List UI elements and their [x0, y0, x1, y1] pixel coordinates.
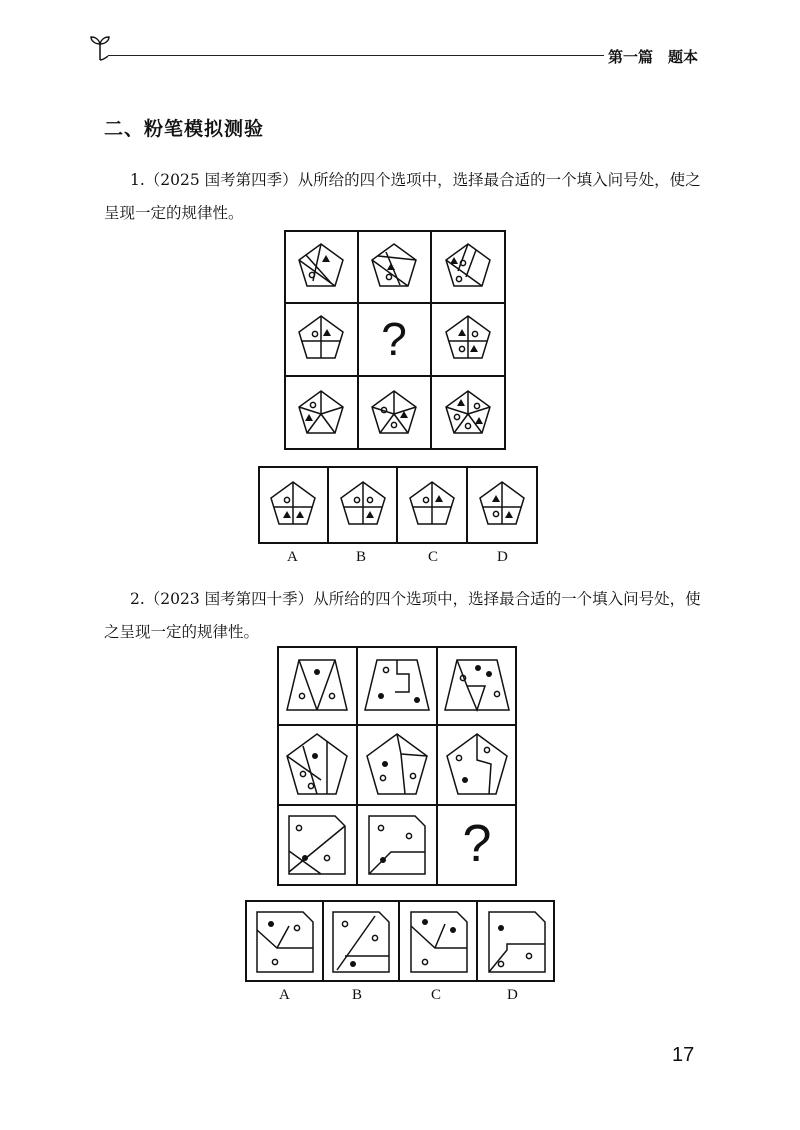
question-1-text: 1.（2025 国考第四季）从所给的四个选项中，选择最合适的一个填入问号处，使之呈现一定的规律性。: [104, 171, 701, 222]
q2-option-b-figure: [333, 912, 389, 972]
q1-cell-3-1: [299, 391, 343, 433]
question-2-options: [245, 900, 555, 982]
q2-cell-1-2: [365, 660, 429, 710]
q2-option-d-label[interactable]: D: [507, 987, 518, 1003]
q1-option-a-figure: [271, 482, 315, 524]
q2-cell-2-1: [287, 734, 347, 794]
q2-cell-2-3: [447, 734, 507, 794]
section-title: 二、粉笔模拟测验: [104, 118, 265, 140]
q2-cell-1-3: [445, 660, 509, 710]
q1-cell-2-3: [446, 316, 490, 358]
question-1-options: [258, 466, 538, 544]
q2-cell-2-2: [367, 734, 427, 794]
q1-cell-3-3: [446, 391, 490, 433]
question-2-text: 2.（2023 国考第四十季）从所给的四个选项中，选择最合适的一个填入问号处，使之呈现一定的规律性。: [104, 590, 701, 641]
q2-cell-1-1: [287, 660, 347, 710]
q2-option-a-figure: [257, 912, 313, 972]
question-2-grid: [277, 646, 517, 886]
question-1-grid: [284, 230, 506, 450]
header-section-label: 第一篇 题本: [608, 48, 699, 66]
q1-option-d-label[interactable]: D: [497, 549, 508, 565]
page-number: 17: [672, 1044, 695, 1066]
sprout-icon: [88, 32, 112, 62]
q1-question-mark: ?: [381, 313, 407, 365]
q2-option-b-label[interactable]: B: [352, 987, 363, 1003]
q1-option-b-label[interactable]: B: [356, 549, 367, 565]
q2-option-a-label[interactable]: A: [279, 987, 290, 1003]
q2-option-c-figure: [411, 912, 467, 972]
header-rule: [108, 55, 604, 56]
q1-option-a-label[interactable]: A: [287, 549, 298, 565]
q1-cell-3-2: [372, 391, 416, 433]
q2-cell-3-1: [289, 816, 345, 874]
q1-option-c-figure: [410, 482, 454, 524]
q2-option-d-figure: [489, 912, 545, 972]
q1-option-c-label[interactable]: C: [428, 549, 439, 565]
q1-cell-1-2: [372, 244, 416, 286]
q2-cell-3-2: [369, 816, 425, 874]
q2-question-mark: ?: [462, 815, 492, 873]
q1-option-d-figure: [480, 482, 524, 524]
q1-cell-1-1: [299, 244, 343, 286]
q2-option-c-label[interactable]: C: [431, 987, 442, 1003]
q1-option-b-figure: [341, 482, 385, 524]
q1-cell-2-1: [299, 316, 343, 358]
q1-cell-1-3: [446, 244, 490, 286]
